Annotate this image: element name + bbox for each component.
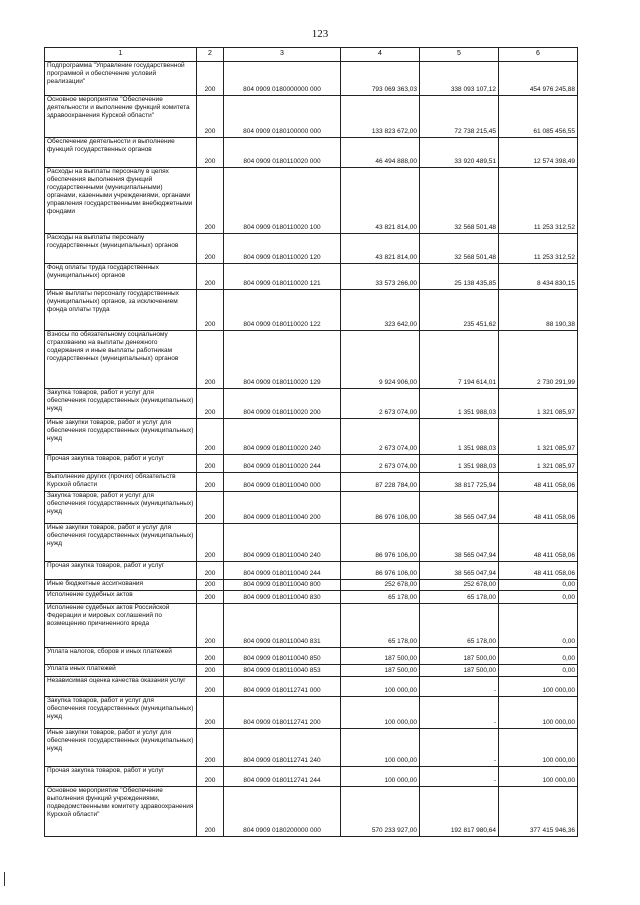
row-grbs: 200 [197, 604, 224, 648]
row-rest: 1 321 085,97 [499, 455, 578, 473]
row-code: 804 0909 0180110020 120 [224, 234, 341, 264]
row-rest: 11 253 312,52 [499, 168, 578, 234]
row-grbs: 200 [197, 591, 224, 604]
row-name: Расходы на выплаты персоналу в целях обеспечения выполнения функций государственными (муниципальными) органами, казенными учреждениями, органами управления государственными внебюджетными фондами [45, 168, 197, 234]
row-name: Прочая закупка товаров, работ и услуг [45, 455, 197, 473]
row-plan: 86 976 106,00 [341, 562, 420, 580]
row-grbs: 200 [197, 62, 224, 96]
row-plan: 133 823 672,00 [341, 96, 420, 138]
row-code: 804 0909 0180112741 240 [224, 729, 341, 767]
row-code: 804 0909 0180112741 244 [224, 767, 341, 787]
table-row [45, 524, 578, 562]
row-fact: 33 920 489,51 [420, 138, 499, 168]
row-grbs: 200 [197, 580, 224, 591]
row-code: 804 0909 0180110020 122 [224, 290, 341, 331]
table-row [45, 96, 578, 138]
row-fact: 65 178,00 [420, 591, 499, 604]
table-row [45, 455, 578, 473]
row-code: 804 0909 0180110040 800 [224, 580, 341, 591]
row-plan: 100 000,00 [341, 677, 420, 697]
column-header: 1 [45, 48, 197, 62]
row-grbs: 200 [197, 697, 224, 729]
table-row [45, 264, 578, 290]
row-name: Иные выплаты персоналу государственных (муниципальных) органов, за исключением фонда оплаты труда [45, 290, 197, 331]
budget-execution-table [44, 47, 578, 837]
column-header: 4 [341, 48, 420, 62]
table-row [45, 492, 578, 524]
row-rest: 100 000,00 [499, 677, 578, 697]
row-name: Закупка товаров, работ и услуг для обеспечения государственных (муниципальных) нужд [45, 389, 197, 419]
row-plan: 9 924 906,00 [341, 331, 420, 389]
table-row [45, 331, 578, 389]
row-fact: 25 138 435,85 [420, 264, 499, 290]
row-grbs: 200 [197, 677, 224, 697]
row-rest: 12 574 398,49 [499, 138, 578, 168]
table-row [45, 234, 578, 264]
row-rest: 100 000,00 [499, 729, 578, 767]
row-grbs: 200 [197, 455, 224, 473]
row-rest: 48 411 058,06 [499, 562, 578, 580]
row-grbs: 200 [197, 389, 224, 419]
row-plan: 86 976 106,00 [341, 492, 420, 524]
row-name: Основное мероприятие "Обеспечение деятельности и выполнение функций комитета здравоохранения Курской области" [45, 96, 197, 138]
table-row [45, 473, 578, 492]
row-fact: 65 178,00 [420, 604, 499, 648]
row-grbs: 200 [197, 419, 224, 455]
row-rest: 48 411 058,06 [499, 524, 578, 562]
row-grbs: 200 [197, 648, 224, 665]
row-fact: 1 351 988,03 [420, 419, 499, 455]
row-code: 804 0909 0180100000 000 [224, 96, 341, 138]
row-plan: 793 069 363,03 [341, 62, 420, 96]
row-grbs: 200 [197, 767, 224, 787]
row-name: Расходы на выплаты персоналу государственных (муниципальных) органов [45, 234, 197, 264]
row-name: Фонд оплаты труда государственных (муниципальных) органов [45, 264, 197, 290]
row-fact: 38 817 725,94 [420, 473, 499, 492]
row-plan: 2 673 074,00 [341, 389, 420, 419]
row-plan: 187 500,00 [341, 648, 420, 665]
table-row [45, 419, 578, 455]
row-code: 804 0909 0180110040 000 [224, 473, 341, 492]
row-fact: 32 568 501,48 [420, 168, 499, 234]
row-code: 804 0909 0180110020 100 [224, 168, 341, 234]
row-code: 804 0909 0180112741 000 [224, 677, 341, 697]
row-name: Иные бюджетные ассигнования [45, 580, 197, 591]
table-row [45, 697, 578, 729]
row-rest: 11 253 312,52 [499, 234, 578, 264]
row-fact: - [420, 677, 499, 697]
row-grbs: 200 [197, 524, 224, 562]
row-code: 804 0909 0180110040 853 [224, 665, 341, 677]
row-grbs: 200 [197, 138, 224, 168]
table-row [45, 665, 578, 677]
table-row [45, 168, 578, 234]
row-fact: 235 451,62 [420, 290, 499, 331]
row-grbs: 200 [197, 665, 224, 677]
table-row [45, 62, 578, 96]
header-row [45, 48, 578, 62]
row-name: Закупка товаров, работ и услуг для обеспечения государственных (муниципальных) нужд [45, 697, 197, 729]
row-plan: 100 000,00 [341, 767, 420, 787]
row-code: 804 0909 0180110040 830 [224, 591, 341, 604]
row-fact: 38 565 047,94 [420, 562, 499, 580]
row-rest: 0,00 [499, 665, 578, 677]
row-fact: 252 678,00 [420, 580, 499, 591]
row-fact: - [420, 767, 499, 787]
row-rest: 48 411 058,06 [499, 473, 578, 492]
row-fact: 187 500,00 [420, 648, 499, 665]
scan-margin-mark [4, 872, 5, 886]
row-fact: 338 093 107,12 [420, 62, 499, 96]
row-code: 804 0909 0180110040 240 [224, 524, 341, 562]
row-rest: 377 415 946,36 [499, 787, 578, 837]
row-name: Уплата иных платежей [45, 665, 197, 677]
table-row [45, 787, 578, 837]
row-plan: 65 178,00 [341, 604, 420, 648]
row-rest: 454 976 245,88 [499, 62, 578, 96]
table-row [45, 767, 578, 787]
table-row [45, 648, 578, 665]
row-rest: 1 321 085,97 [499, 419, 578, 455]
row-rest: 0,00 [499, 591, 578, 604]
row-plan: 252 678,00 [341, 580, 420, 591]
row-grbs: 200 [197, 290, 224, 331]
row-grbs: 200 [197, 787, 224, 837]
row-name: Прочая закупка товаров, работ и услуг [45, 562, 197, 580]
row-grbs: 200 [197, 96, 224, 138]
row-rest: 100 000,00 [499, 767, 578, 787]
row-plan: 87 228 784,00 [341, 473, 420, 492]
row-plan: 43 821 814,00 [341, 234, 420, 264]
row-plan: 65 178,00 [341, 591, 420, 604]
row-rest: 61 085 456,55 [499, 96, 578, 138]
row-rest: 8 434 830,15 [499, 264, 578, 290]
column-header: 2 [197, 48, 224, 62]
row-plan: 2 673 074,00 [341, 455, 420, 473]
row-code: 804 0909 0180110020 129 [224, 331, 341, 389]
row-plan: 100 000,00 [341, 697, 420, 729]
row-name: Иные закупки товаров, работ и услуг для обеспечения государственных (муниципальных) нужд [45, 524, 197, 562]
row-fact: 72 738 215,45 [420, 96, 499, 138]
row-rest: 0,00 [499, 604, 578, 648]
row-code: 804 0909 0180110020 000 [224, 138, 341, 168]
row-fact: 32 568 501,48 [420, 234, 499, 264]
row-fact: 1 351 988,03 [420, 455, 499, 473]
table-row [45, 562, 578, 580]
row-name: Исполнение судебных актов Российской Федерации и мировых соглашений по возмещению причиненного вреда [45, 604, 197, 648]
column-header: 5 [420, 48, 499, 62]
row-name: Подпрограмма "Управление государственной программой и обеспечение условий реализации" [45, 62, 197, 96]
row-code: 804 0909 0180110040 850 [224, 648, 341, 665]
row-name: Прочая закупка товаров, работ и услуг [45, 767, 197, 787]
row-name: Независимая оценка качества оказания услуг [45, 677, 197, 697]
row-code: 804 0909 0180110020 200 [224, 389, 341, 419]
row-code: 804 0909 0180200000 000 [224, 787, 341, 837]
row-grbs: 200 [197, 264, 224, 290]
row-fact: 7 194 614,01 [420, 331, 499, 389]
row-code: 804 0909 0180110040 244 [224, 562, 341, 580]
row-code: 804 0909 0180110020 244 [224, 455, 341, 473]
row-grbs: 200 [197, 234, 224, 264]
row-rest: 0,00 [499, 580, 578, 591]
row-grbs: 200 [197, 729, 224, 767]
row-grbs: 200 [197, 331, 224, 389]
row-plan: 46 494 888,00 [341, 138, 420, 168]
row-rest: 0,00 [499, 648, 578, 665]
row-name: Взносы по обязательному социальному страхованию на выплаты денежного содержания и иные выплаты работникам государственных (муниципальных) органов [45, 331, 197, 389]
row-rest: 88 190,38 [499, 290, 578, 331]
row-grbs: 200 [197, 168, 224, 234]
row-code: 804 0909 0180110040 831 [224, 604, 341, 648]
row-plan: 2 673 074,00 [341, 419, 420, 455]
row-grbs: 200 [197, 492, 224, 524]
row-plan: 33 573 266,00 [341, 264, 420, 290]
row-rest: 48 411 058,06 [499, 492, 578, 524]
row-plan: 187 500,00 [341, 665, 420, 677]
row-fact: 38 565 047,94 [420, 492, 499, 524]
row-rest: 100 000,00 [499, 697, 578, 729]
row-name: Обеспечение деятельности и выполнение функций государственных органов [45, 138, 197, 168]
row-fact: - [420, 697, 499, 729]
row-name: Основное мероприятие "Обеспечение выполнения функций учреждениями, подведомственными комитету здравоохранения Курской области" [45, 787, 197, 837]
row-fact: 187 500,00 [420, 665, 499, 677]
row-plan: 570 233 927,00 [341, 787, 420, 837]
row-name: Исполнение судебных актов [45, 591, 197, 604]
table-row [45, 580, 578, 591]
table-row [45, 604, 578, 648]
page-number: 123 [311, 28, 329, 40]
row-fact: 1 351 988,03 [420, 389, 499, 419]
column-header: 3 [224, 48, 341, 62]
row-plan: 100 000,00 [341, 729, 420, 767]
row-rest: 2 730 291,99 [499, 331, 578, 389]
row-name: Иные закупки товаров, работ и услуг для обеспечения государственных (муниципальных) нужд [45, 419, 197, 455]
row-fact: 38 565 047,94 [420, 524, 499, 562]
row-code: 804 0909 0180110040 200 [224, 492, 341, 524]
table-row [45, 591, 578, 604]
row-rest: 1 321 085,97 [499, 389, 578, 419]
row-plan: 323 642,00 [341, 290, 420, 331]
row-name: Иные закупки товаров, работ и услуг для обеспечения государственных (муниципальных) нужд [45, 729, 197, 767]
row-code: 804 0909 0180110020 121 [224, 264, 341, 290]
table-row [45, 677, 578, 697]
row-code: 804 0909 0180000000 000 [224, 62, 341, 96]
column-header: 6 [499, 48, 578, 62]
row-grbs: 200 [197, 473, 224, 492]
table-row [45, 138, 578, 168]
row-code: 804 0909 0180110020 240 [224, 419, 341, 455]
row-plan: 86 976 106,00 [341, 524, 420, 562]
row-fact: 192 817 980,64 [420, 787, 499, 837]
table-row [45, 389, 578, 419]
row-code: 804 0909 0180112741 200 [224, 697, 341, 729]
row-fact: - [420, 729, 499, 767]
row-name: Выполнение других (прочих) обязательств Курской области [45, 473, 197, 492]
row-name: Уплата налогов, сборов и иных платежей [45, 648, 197, 665]
table-row [45, 290, 578, 331]
table-row [45, 729, 578, 767]
row-name: Закупка товаров, работ и услуг для обеспечения государственных (муниципальных) нужд [45, 492, 197, 524]
row-plan: 43 821 814,00 [341, 168, 420, 234]
row-grbs: 200 [197, 562, 224, 580]
